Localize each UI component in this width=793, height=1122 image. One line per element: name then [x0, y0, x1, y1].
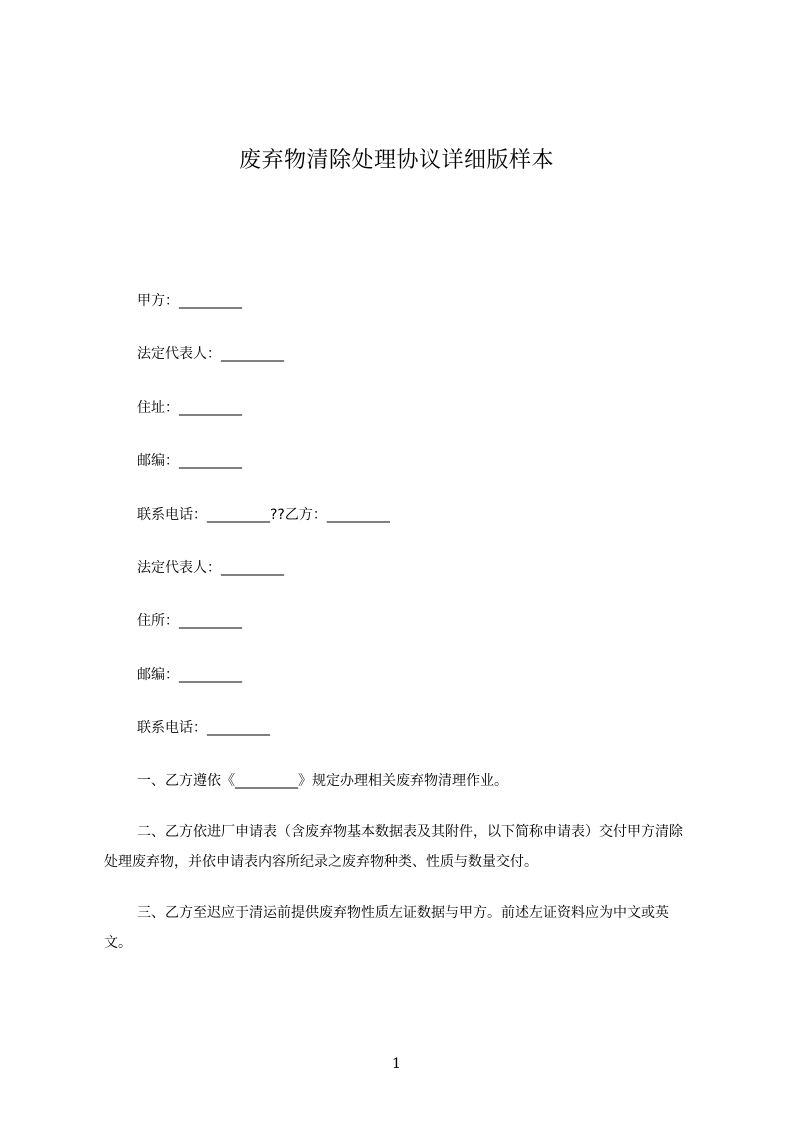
clause-3-text: 三、乙方至迟应于清运前提供废弃物性质左证数据与甲方。前述左证资料应为中文或英文。	[104, 905, 669, 951]
party-b-postcode-field: 邮编：_________	[137, 667, 242, 683]
party-a-phone-party-b-field: 联系电话：_________??乙方：_________	[137, 507, 390, 523]
party-a-address-field: 住址：_________	[137, 400, 242, 416]
party-a-legal-rep-field: 法定代表人：_________	[137, 346, 284, 362]
clause-2-text: 二、乙方依进厂申请表（含废弃物基本数据表及其附件，以下简称申请表）交付甲方清除处理废弃物，并依申请表内容所纪录之废弃物种类、性质与数量交付。	[104, 824, 683, 870]
clause-3	[104, 898, 694, 958]
party-b-address-field: 住所：_________	[137, 613, 242, 629]
clause-2	[104, 817, 694, 877]
party-a-name-field: 甲方：_________	[137, 293, 242, 309]
party-b-legal-rep-field: 法定代表人：_________	[137, 560, 284, 576]
party-a-postcode-field: 邮编：_________	[137, 453, 242, 469]
document-title: 废弃物清除处理协议详细版样本	[238, 148, 554, 173]
clause-1: 一、乙方遵依《_________》规定办理相关废弃物清理作业。	[137, 773, 508, 789]
party-b-phone-field: 联系电话：_________	[137, 720, 270, 736]
page-number: 1	[392, 1056, 401, 1072]
